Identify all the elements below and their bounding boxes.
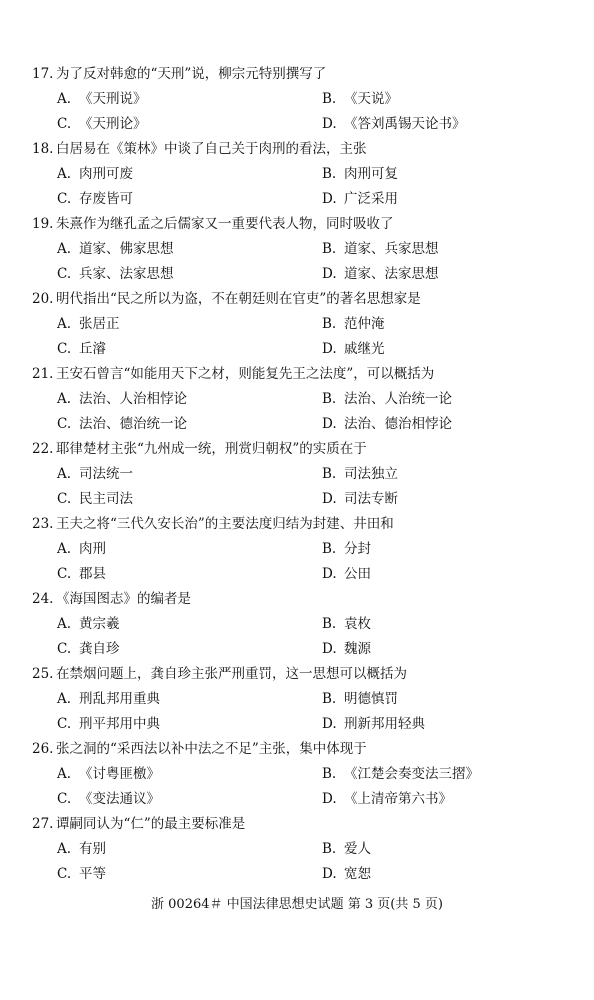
question-stem [32,362,572,387]
option-text: 肉刑可废 [79,166,133,182]
option-text: 分封 [344,541,371,557]
option-b [322,687,562,712]
option-label: D. [322,566,337,582]
question [32,662,572,737]
option-text: 明德慎罚 [344,691,398,707]
option-label: A. [57,616,72,632]
option-text: 法治、人治相悖论 [79,391,187,407]
question-text: 张之洞的“采西法以补中法之不足”主张，集中体现于 [56,741,367,757]
question-text: 王夫之将“三代久安长治”的主要法度归结为封建、井田和 [56,516,394,532]
option-row [32,237,572,262]
option-label: A. [57,466,72,482]
question-number: 21. [32,366,54,382]
option-label: B. [322,91,337,107]
option-a [57,237,322,262]
option-row [32,712,572,737]
option-text: 《天说》 [344,91,398,107]
option-row [32,87,572,112]
option-label: A. [57,91,72,107]
question-text: 王安石曾言“如能用天下之材，则能复先王之法度”，可以概括为 [56,366,435,382]
question-number: 25. [32,666,54,682]
option-label: D. [322,266,337,282]
option-label: B. [322,466,337,482]
option-text: 范仲淹 [344,316,385,332]
option-text: 袁枚 [344,616,371,632]
option-b [322,462,562,487]
option-label: D. [322,116,337,132]
question-number: 18. [32,141,54,157]
option-row [32,837,572,862]
question-number: 23. [32,516,54,532]
option-c [57,787,322,812]
question-text: 耶律楚材主张“九州成一统，刑赏归朝权”的实质在于 [56,441,367,457]
option-label: B. [322,841,337,857]
option-text: 司法专断 [344,491,398,507]
option-label: B. [322,391,337,407]
option-row [32,612,572,637]
option-label: B. [322,166,337,182]
option-label: C. [57,191,72,207]
question [32,812,572,887]
question-stem [32,137,572,162]
option-b [322,837,562,862]
option-a [57,537,322,562]
option-text: 兵家、法家思想 [79,266,174,282]
option-label: A. [57,391,72,407]
option-text: 龚自珍 [79,641,120,657]
option-b [322,237,562,262]
option-text: 肉刑可复 [344,166,398,182]
option-label: A. [57,766,72,782]
option-text: 郡县 [79,566,106,582]
option-label: A. [57,241,72,257]
option-row [32,637,572,662]
option-label: D. [322,791,337,807]
option-text: 《天刑论》 [79,116,147,132]
option-label: C. [57,491,72,507]
option-label: B. [322,541,337,557]
option-text: 法治、人治统一论 [344,391,452,407]
option-row [32,337,572,362]
option-text: 刑乱邦用重典 [79,691,160,707]
question-text: 明代指出“民之所以为盗，不在朝廷则在官吏”的著名思想家是 [56,291,421,307]
question-number: 22. [32,441,54,457]
option-d [322,862,562,887]
option-label: D. [322,641,337,657]
question-number: 24. [32,591,54,607]
question [32,512,572,587]
option-text: 《江楚会奏变法三摺》 [344,766,479,782]
option-label: C. [57,416,72,432]
option-label: D. [322,491,337,507]
option-a [57,387,322,412]
question-stem [32,512,572,537]
option-row [32,187,572,212]
question [32,737,572,812]
option-label: C. [57,791,72,807]
question-stem [32,212,572,237]
option-text: 丘濬 [79,341,106,357]
option-text: 爱人 [344,841,371,857]
option-c [57,712,322,737]
option-label: D. [322,341,337,357]
option-text: 戚继光 [344,341,385,357]
option-label: A. [57,691,72,707]
option-b [322,162,562,187]
option-a [57,462,322,487]
option-label: C. [57,866,72,882]
option-c [57,262,322,287]
option-text: 肉刑 [79,541,106,557]
option-label: C. [57,266,72,282]
option-label: C. [57,566,72,582]
option-d [322,262,562,287]
option-d [322,712,562,737]
option-label: C. [57,641,72,657]
question-stem [32,812,572,837]
option-text: 广泛采用 [344,191,398,207]
option-a [57,762,322,787]
question-stem [32,737,572,762]
option-label: D. [322,866,337,882]
question-text: 朱熹作为继孔孟之后儒家又一重要代表人物，同时吸收了 [56,216,394,232]
option-label: D. [322,716,337,732]
option-c [57,337,322,362]
option-text: 魏源 [344,641,371,657]
question-stem [32,287,572,312]
option-text: 平等 [79,866,106,882]
question-number: 20. [32,291,54,307]
option-text: 道家、佛家思想 [79,241,174,257]
option-label: B. [322,616,337,632]
question-number: 17. [32,66,54,82]
option-a [57,312,322,337]
option-text: 黄宗羲 [79,616,120,632]
option-row [32,312,572,337]
option-row [32,387,572,412]
question-stem [32,662,572,687]
option-b [322,387,562,412]
option-row [32,112,572,137]
question [32,287,572,362]
question-text: 在禁烟问题上，龚自珍主张严刑重罚，这一思想可以概括为 [56,666,407,682]
option-text: 刑新邦用轻典 [344,716,425,732]
option-label: A. [57,166,72,182]
option-text: 民主司法 [79,491,133,507]
option-label: A. [57,841,72,857]
option-text: 道家、法家思想 [344,266,439,282]
question-text: 《海国图志》的编者是 [56,591,191,607]
question-list [32,62,572,887]
option-c [57,112,322,137]
option-c [57,862,322,887]
question [32,587,572,662]
question-stem [32,437,572,462]
option-c [57,187,322,212]
option-a [57,162,322,187]
option-label: B. [322,691,337,707]
option-text: 有别 [79,841,106,857]
option-c [57,562,322,587]
question-number: 27. [32,816,54,832]
option-row [32,762,572,787]
option-label: B. [322,241,337,257]
option-b [322,612,562,637]
option-b [322,87,562,112]
option-label: A. [57,541,72,557]
option-text: 司法独立 [344,466,398,482]
option-row [32,687,572,712]
option-row [32,862,572,887]
option-label: B. [322,316,337,332]
option-b [322,762,562,787]
option-row [32,487,572,512]
option-row [32,537,572,562]
option-d [322,562,562,587]
question-number: 19. [32,216,54,232]
question [32,437,572,512]
option-a [57,687,322,712]
option-label: D. [322,191,337,207]
option-a [57,612,322,637]
option-text: 法治、德治相悖论 [344,416,452,432]
question [32,62,572,137]
option-row [32,787,572,812]
option-c [57,487,322,512]
option-d [322,187,562,212]
question-text: 为了反对韩愈的“天刑”说，柳宗元特别撰写了 [56,66,327,82]
option-row [32,412,572,437]
option-text: 存废皆可 [79,191,133,207]
option-d [322,487,562,512]
option-text: 法治、德治统一论 [79,416,187,432]
option-d [322,112,562,137]
question-text: 谭嗣同认为“仁”的最主要标准是 [56,816,246,832]
question [32,212,572,287]
option-text: 《答刘禹锡天论书》 [344,116,466,132]
option-label: D. [322,416,337,432]
option-text: 《天刑说》 [79,91,147,107]
option-d [322,412,562,437]
option-c [57,637,322,662]
page-footer: 浙 00264＃ 中国法律思想史试题 第 3 页(共 5 页) [151,897,443,912]
question-text: 白居易在《策林》中谈了自己关于肉刑的看法，主张 [56,141,367,157]
question [32,362,572,437]
option-label: C. [57,341,72,357]
option-label: B. [322,766,337,782]
question-number: 26. [32,741,54,757]
option-a [57,87,322,112]
option-text: 公田 [344,566,371,582]
question [32,137,572,212]
option-label: C. [57,116,72,132]
option-text: 刑平邦用中典 [79,716,160,732]
option-text: 司法统一 [79,466,133,482]
option-d [322,787,562,812]
option-d [322,637,562,662]
option-b [322,312,562,337]
option-text: 张居正 [79,316,120,332]
option-text: 《变法通议》 [79,791,160,807]
option-text: 道家、兵家思想 [344,241,439,257]
option-label: C. [57,716,72,732]
option-row [32,262,572,287]
option-row [32,562,572,587]
option-d [322,337,562,362]
option-a [57,837,322,862]
option-row [32,462,572,487]
option-row [32,162,572,187]
question-stem [32,587,572,612]
option-c [57,412,322,437]
option-b [322,537,562,562]
option-text: 《上清帝第六书》 [344,791,452,807]
question-stem [32,62,572,87]
option-label: A. [57,316,72,332]
option-text: 宽恕 [344,866,371,882]
option-text: 《讨粤匪檄》 [79,766,160,782]
